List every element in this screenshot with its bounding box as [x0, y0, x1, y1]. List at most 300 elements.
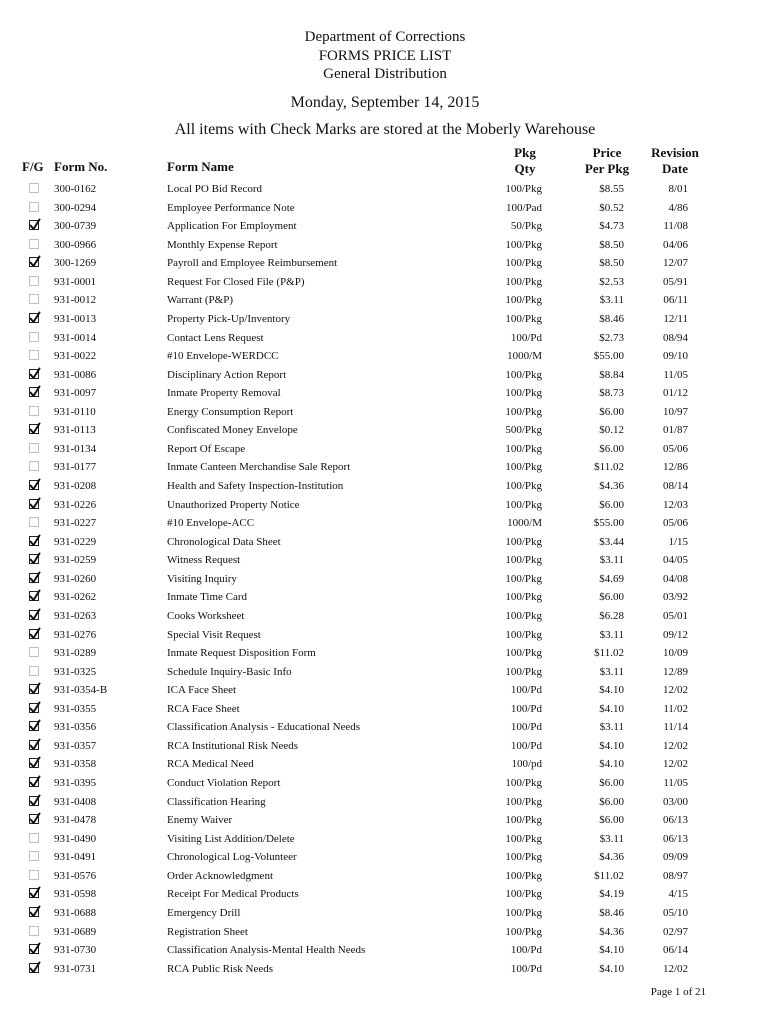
column-header-price-line2: Per Pkg [584, 161, 630, 176]
price-per-pkg: $0.52 [599, 201, 624, 214]
revision-date: 11/05 [663, 777, 688, 789]
price-per-pkg: $4.10 [599, 962, 624, 975]
form-name: #10 Envelope-ACC [167, 517, 255, 530]
form-name: Emergency Drill [167, 906, 241, 919]
checkmark-icon[interactable] [29, 220, 39, 230]
revision-date: 04/08 [662, 572, 688, 585]
form-name: Classification Hearing [167, 795, 266, 808]
document-header [0, 28, 770, 140]
revision-date: 4/86 [668, 201, 688, 214]
table-row [0, 663, 770, 682]
price-per-pkg: $3.11 [599, 665, 624, 678]
table-row [0, 217, 770, 236]
form-name: ICA Face Sheet [167, 684, 237, 697]
table-row [0, 588, 770, 607]
forms-table [0, 180, 770, 978]
revision-date: 10/09 [662, 647, 688, 660]
price-per-pkg: $4.10 [599, 739, 624, 752]
form-name: Unauthorized Property Notice [167, 498, 300, 511]
revision-date: 12/07 [662, 257, 688, 270]
revision-date: 12/02 [662, 739, 688, 752]
form-name: Confiscated Money Envelope [167, 424, 298, 437]
checkmark-icon[interactable] [29, 536, 39, 546]
table-row [0, 885, 770, 904]
form-name: Warrant (P&P) [167, 294, 234, 307]
pkg-qty: 100/Pkg [505, 257, 542, 270]
form-number: 931-0395 [54, 777, 97, 789]
table-row [0, 941, 770, 960]
revision-date: 04/06 [662, 238, 688, 251]
pkg-qty: 100/Pkg [505, 183, 542, 195]
price-per-pkg: $4.10 [599, 944, 624, 957]
checkmark-icon[interactable] [29, 629, 39, 639]
form-number: 931-0113 [54, 424, 96, 437]
checkmark-icon[interactable] [29, 499, 39, 509]
form-number: 931-0013 [54, 312, 97, 325]
pkg-qty: 100/Pkg [505, 628, 542, 641]
empty-checkbox-icon[interactable] [29, 183, 39, 193]
form-number: 931-0097 [54, 387, 97, 400]
revision-date: 06/11 [663, 294, 688, 307]
empty-checkbox-icon[interactable] [29, 350, 39, 360]
price-per-pkg: $11.02 [594, 461, 624, 474]
empty-checkbox-icon[interactable] [29, 666, 39, 676]
form-number: 931-0259 [54, 554, 97, 567]
table-row [0, 236, 770, 255]
form-name: Monthly Expense Report [167, 238, 278, 251]
price-per-pkg: $4.36 [599, 925, 624, 938]
pkg-qty: 100/Pkg [505, 869, 542, 882]
price-per-pkg: $3.11 [599, 628, 624, 641]
revision-date: 08/97 [662, 869, 688, 882]
form-number: 931-0022 [54, 350, 97, 363]
checkmark-icon[interactable] [29, 888, 39, 898]
checkmark-icon[interactable] [29, 777, 39, 787]
form-name: Special Visit Request [167, 628, 261, 641]
pkg-qty: 100/Pkg [505, 888, 542, 901]
table-row [0, 440, 770, 459]
table-row [0, 533, 770, 552]
column-header-price [572, 145, 642, 177]
document-date: Monday, September 14, 2015 [290, 93, 480, 111]
column-header-pkg-qty-line1: Pkg [514, 145, 536, 160]
price-per-pkg: $0.12 [599, 424, 624, 437]
form-name: Registration Sheet [167, 925, 248, 938]
pkg-qty: 100/Pd [510, 331, 542, 344]
revision-date: 1/15 [668, 535, 688, 548]
form-number: 931-0356 [54, 721, 97, 734]
form-name: Classification Analysis - Educational Needs [167, 721, 361, 734]
empty-checkbox-icon[interactable] [29, 276, 39, 286]
pkg-qty: 100/Pkg [505, 405, 542, 418]
pkg-qty: 100/Pkg [505, 275, 542, 288]
form-name: Classification Analysis-Mental Health Needs [167, 944, 366, 957]
checkmark-icon[interactable] [29, 554, 39, 564]
pkg-qty: 100/Pkg [505, 312, 542, 325]
table-row [0, 774, 770, 793]
pkg-qty: 100/Pd [510, 684, 542, 697]
form-name: Employee Performance Note [167, 201, 295, 214]
table-row [0, 904, 770, 923]
form-number: 931-0355 [54, 702, 97, 715]
form-number: 931-0289 [54, 647, 97, 660]
pkg-qty: 100/Pad [505, 201, 542, 214]
revision-date: 11/08 [663, 220, 688, 233]
pkg-qty: 100/Pd [510, 944, 542, 957]
column-header-revision-line1: Revision [651, 145, 699, 160]
pkg-qty: 100/Pkg [505, 647, 542, 660]
form-number: 931-0110 [54, 405, 96, 418]
table-row [0, 347, 770, 366]
table-row [0, 644, 770, 663]
checkmark-icon[interactable] [29, 721, 39, 731]
pkg-qty: 100/Pkg [505, 795, 542, 808]
form-number: 931-0012 [54, 294, 97, 307]
column-header-fg: F/G [22, 159, 44, 174]
revision-date: 12/02 [662, 758, 688, 771]
price-per-pkg: $4.10 [599, 702, 624, 715]
form-name: #10 Envelope-WERDCC [167, 350, 279, 363]
table-row [0, 199, 770, 218]
form-name: Schedule Inquiry-Basic Info [167, 665, 292, 678]
form-name: Chronological Data Sheet [167, 535, 281, 548]
empty-checkbox-icon[interactable] [29, 461, 39, 471]
price-per-pkg: $2.53 [599, 275, 624, 288]
price-per-pkg: $55.00 [593, 517, 624, 530]
revision-date: 12/11 [663, 312, 688, 325]
price-per-pkg: $4.36 [599, 851, 624, 864]
form-number: 931-0688 [54, 906, 97, 919]
empty-checkbox-icon[interactable] [29, 926, 39, 936]
empty-checkbox-icon[interactable] [29, 870, 39, 880]
form-name: Cooks Worksheet [167, 609, 245, 622]
column-header-price-line1: Price [592, 145, 622, 160]
empty-checkbox-icon[interactable] [29, 202, 39, 212]
pkg-qty: 100/Pd [510, 721, 542, 734]
price-per-pkg: $3.11 [599, 554, 624, 567]
table-row [0, 793, 770, 812]
table-row [0, 551, 770, 570]
revision-date: 12/03 [662, 498, 688, 511]
pkg-qty: 100/Pd [510, 702, 542, 715]
pkg-qty: 100/Pkg [505, 368, 542, 381]
form-number: 931-0689 [54, 925, 97, 938]
revision-date: 12/02 [662, 962, 688, 975]
checkmark-icon[interactable] [29, 963, 39, 973]
empty-checkbox-icon[interactable] [29, 517, 39, 527]
table-row [0, 310, 770, 329]
form-name: RCA Face Sheet [167, 702, 240, 715]
empty-checkbox-icon[interactable] [29, 406, 39, 416]
form-number: 931-0358 [54, 758, 97, 771]
price-per-pkg: $6.00 [599, 442, 624, 455]
form-name: RCA Public Risk Needs [167, 962, 274, 975]
checkmark-icon[interactable] [29, 814, 39, 824]
revision-date: 05/06 [662, 442, 688, 455]
pkg-qty: 100/Pkg [505, 294, 542, 307]
revision-date: 05/06 [662, 517, 688, 530]
price-per-pkg: $6.28 [599, 609, 624, 622]
form-number: 931-0086 [54, 368, 97, 381]
column-header-revision [640, 145, 710, 177]
pkg-qty: 100/Pkg [505, 814, 542, 827]
revision-date: 06/13 [662, 814, 688, 827]
table-row [0, 626, 770, 645]
form-name: RCA Medical Need [167, 758, 254, 771]
pkg-qty: 100/pd [511, 758, 542, 771]
price-per-pkg: $6.00 [599, 777, 624, 789]
form-name: Witness Request [167, 554, 241, 567]
form-number: 931-0478 [54, 814, 97, 827]
revision-date: 10/97 [662, 405, 688, 418]
form-number: 300-0739 [54, 220, 97, 233]
form-name: Visiting Inquiry [167, 572, 237, 585]
form-name: Energy Consumption Report [167, 405, 294, 418]
revision-date: 05/01 [662, 609, 688, 622]
form-name: Inmate Property Removal [167, 387, 281, 400]
form-number: 931-0598 [54, 888, 97, 901]
revision-date: 8/01 [668, 183, 688, 195]
price-per-pkg: $8.50 [599, 257, 624, 270]
revision-date: 02/97 [662, 925, 688, 938]
pkg-qty: 100/Pkg [505, 665, 542, 678]
price-per-pkg: $6.00 [599, 498, 624, 511]
price-per-pkg: $3.11 [599, 721, 624, 734]
column-header-form-no: Form No. [54, 159, 108, 174]
form-number: 931-0229 [54, 535, 97, 548]
price-per-pkg: $11.02 [594, 647, 624, 660]
price-per-pkg: $4.10 [599, 684, 624, 697]
pkg-qty: 100/Pkg [505, 591, 542, 604]
table-row [0, 514, 770, 533]
revision-date: 08/14 [662, 480, 688, 492]
revision-date: 11/14 [663, 721, 688, 734]
price-per-pkg: $8.46 [599, 312, 624, 325]
form-number: 931-0731 [54, 962, 97, 975]
table-row [0, 458, 770, 477]
form-name: Request For Closed File (P&P) [167, 275, 305, 288]
checkmark-icon[interactable] [29, 424, 39, 434]
price-per-pkg: $4.19 [599, 888, 624, 901]
form-number: 931-0325 [54, 665, 97, 678]
pkg-qty: 1000/M [507, 350, 542, 363]
pkg-qty: 100/Pkg [505, 442, 542, 455]
empty-checkbox-icon[interactable] [29, 851, 39, 861]
checkmark-icon[interactable] [29, 610, 39, 620]
revision-date: 4/15 [668, 888, 688, 901]
revision-date: 09/12 [662, 628, 688, 641]
form-name: Visiting List Addition/Delete [167, 832, 295, 845]
checkmark-icon[interactable] [29, 684, 39, 694]
checkmark-icon[interactable] [29, 944, 39, 954]
form-number: 931-0357 [54, 739, 97, 752]
pkg-qty: 100/Pkg [505, 851, 542, 864]
document-subtitle: General Distribution [323, 66, 447, 82]
table-row [0, 718, 770, 737]
revision-date: 03/00 [662, 795, 688, 808]
empty-checkbox-icon[interactable] [29, 239, 39, 249]
pkg-qty: 100/Pkg [505, 925, 542, 938]
form-number: 931-0208 [54, 480, 97, 492]
checkmark-icon[interactable] [29, 907, 39, 917]
price-per-pkg: $6.00 [599, 814, 624, 827]
revision-date: 05/91 [662, 275, 688, 288]
form-number: 931-0354-B [54, 684, 108, 697]
price-per-pkg: $8.46 [599, 906, 624, 919]
pkg-qty: 100/Pkg [505, 572, 542, 585]
form-name: Payroll and Employee Reimbursement [167, 257, 338, 270]
revision-date: 12/89 [662, 665, 688, 678]
table-row [0, 830, 770, 849]
revision-date: 05/10 [662, 906, 688, 919]
price-per-pkg: $4.73 [599, 220, 624, 233]
price-per-pkg: $8.55 [599, 183, 624, 195]
column-header-pkg-qty [490, 145, 560, 177]
revision-date: 03/92 [662, 591, 688, 604]
pkg-qty: 100/Pkg [505, 535, 542, 548]
price-per-pkg: $4.69 [599, 572, 624, 585]
pkg-qty: 100/Pkg [505, 238, 542, 251]
table-row [0, 607, 770, 626]
checkmark-icon[interactable] [29, 573, 39, 583]
table-row [0, 329, 770, 348]
pkg-qty: 100/Pkg [505, 554, 542, 567]
price-per-pkg: $6.00 [599, 405, 624, 418]
form-name: Property Pick-Up/Inventory [167, 312, 291, 325]
form-name: Application For Employment [167, 220, 297, 233]
revision-date: 09/09 [662, 851, 688, 864]
form-name: Inmate Request Disposition Form [167, 647, 316, 660]
price-per-pkg: $4.36 [599, 480, 624, 492]
empty-checkbox-icon[interactable] [29, 647, 39, 657]
form-number: 931-0491 [54, 851, 97, 864]
form-name: RCA Institutional Risk Needs [167, 739, 299, 752]
revision-date: 11/02 [663, 702, 688, 715]
form-number: 931-0177 [54, 461, 97, 474]
checkmark-icon[interactable] [29, 703, 39, 713]
table-row [0, 700, 770, 719]
form-name: Conduct Violation Report [167, 777, 281, 789]
form-number: 931-0227 [54, 517, 97, 530]
column-header-form-name: Form Name [167, 159, 234, 174]
pkg-qty: 100/Pkg [505, 832, 542, 845]
document-title: FORMS PRICE LIST [318, 47, 452, 64]
revision-date: 01/87 [662, 424, 688, 437]
checkmark-icon[interactable] [29, 313, 39, 323]
table-row [0, 755, 770, 774]
price-per-pkg: $8.73 [599, 387, 624, 400]
checkmark-icon[interactable] [29, 480, 39, 490]
form-name: Receipt For Medical Products [167, 888, 299, 901]
table-row [0, 848, 770, 867]
table-row [0, 366, 770, 385]
form-number: 931-0276 [54, 628, 97, 641]
column-headers [0, 142, 770, 182]
column-header-revision-line2: Date [662, 161, 688, 176]
checkmark-icon[interactable] [29, 387, 39, 397]
revision-date: 09/10 [662, 350, 688, 363]
form-name: Contact Lens Request [167, 331, 264, 344]
price-per-pkg: $8.50 [599, 238, 624, 251]
empty-checkbox-icon[interactable] [29, 833, 39, 843]
table-row [0, 570, 770, 589]
table-row [0, 180, 770, 199]
form-number: 931-0490 [54, 832, 97, 845]
pkg-qty: 100/Pkg [505, 480, 542, 492]
table-row [0, 737, 770, 756]
checkmark-icon[interactable] [29, 796, 39, 806]
form-number: 300-0162 [54, 183, 97, 195]
revision-date: 12/02 [662, 684, 688, 697]
table-row [0, 811, 770, 830]
form-number: 931-0576 [54, 869, 97, 882]
price-per-pkg: $55.00 [593, 350, 624, 363]
form-name: Inmate Canteen Merchandise Sale Report [167, 461, 351, 474]
checkmark-icon[interactable] [29, 257, 39, 267]
pkg-qty: 100/Pkg [505, 387, 542, 400]
form-number: 931-0014 [54, 331, 97, 344]
pkg-qty: 100/Pd [510, 739, 542, 752]
form-name: Chronological Log-Volunteer [167, 851, 297, 864]
revision-date: 11/05 [663, 368, 688, 381]
pkg-qty: 100/Pkg [505, 498, 542, 511]
pkg-qty: 1000/M [507, 517, 542, 530]
form-number: 300-1269 [54, 257, 97, 270]
table-row [0, 867, 770, 886]
pkg-qty: 50/Pkg [510, 220, 542, 233]
form-number: 300-0966 [54, 238, 97, 251]
table-row [0, 923, 770, 942]
price-per-pkg: $11.02 [594, 869, 624, 882]
form-name: Report Of Escape [167, 442, 246, 455]
form-name: Order Acknowledgment [167, 869, 273, 882]
empty-checkbox-icon[interactable] [29, 443, 39, 453]
price-per-pkg: $4.10 [599, 758, 624, 771]
storage-note: All items with Check Marks are stored at the Moberly Warehouse [174, 120, 596, 138]
revision-date: 01/12 [662, 387, 688, 400]
department-name: Department of Corrections [304, 29, 466, 45]
price-per-pkg: $3.11 [599, 832, 624, 845]
checkmark-icon[interactable] [29, 591, 39, 601]
form-name: Inmate Time Card [167, 591, 248, 604]
table-row [0, 421, 770, 440]
form-name: Enemy Waiver [167, 814, 233, 827]
table-row [0, 960, 770, 979]
empty-checkbox-icon[interactable] [29, 332, 39, 342]
pkg-qty: 500/Pkg [505, 424, 542, 437]
column-header-pkg-qty-line2: Qty [514, 161, 536, 176]
price-per-pkg: $2.73 [599, 331, 624, 344]
checkmark-icon[interactable] [29, 758, 39, 768]
table-row [0, 477, 770, 496]
revision-date: 04/05 [662, 554, 688, 567]
pkg-qty: 100/Pkg [505, 906, 542, 919]
price-per-pkg: $8.84 [599, 368, 624, 381]
pkg-qty: 100/Pkg [505, 461, 542, 474]
table-row [0, 681, 770, 700]
checkmark-icon[interactable] [29, 740, 39, 750]
table-row [0, 403, 770, 422]
table-row [0, 496, 770, 515]
table-row [0, 273, 770, 292]
form-number: 931-0260 [54, 572, 97, 585]
revision-date: 12/86 [662, 461, 688, 474]
pkg-qty: 100/Pd [510, 962, 542, 975]
empty-checkbox-icon[interactable] [29, 294, 39, 304]
form-number: 931-0730 [54, 944, 97, 957]
form-name: Health and Safety Inspection-Institution [167, 480, 344, 492]
checkmark-icon[interactable] [29, 369, 39, 379]
